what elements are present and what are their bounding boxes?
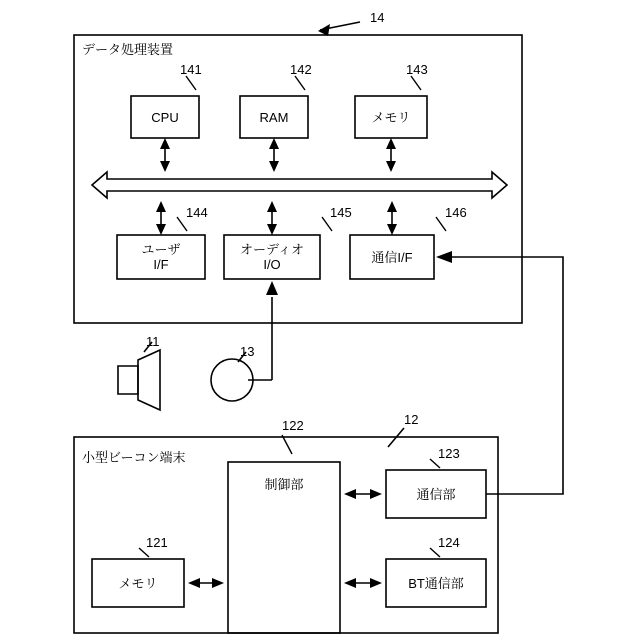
- memory-label: メモリ: [371, 109, 411, 125]
- microphone-icon: [211, 359, 253, 401]
- bt-comm-unit-label: BT通信部: [408, 575, 464, 591]
- user-if-label-line2: I/F: [153, 257, 169, 272]
- ram-label: RAM: [259, 109, 289, 125]
- data-processing-unit-title: データ処理装置: [82, 42, 174, 57]
- ref-142: 142: [290, 62, 312, 77]
- ref-124: 124: [438, 535, 460, 550]
- comm-unit-label: 通信部: [416, 486, 456, 502]
- comm-if-label: 通信I/F: [371, 249, 413, 265]
- beacon-memory-label: メモリ: [118, 575, 158, 591]
- ref-13: 13: [240, 344, 255, 359]
- control-unit-label: 制御部: [264, 476, 304, 492]
- cpu-label: CPU: [151, 109, 179, 125]
- ref-145: 145: [330, 205, 352, 220]
- speaker-cone: [138, 350, 160, 410]
- ref-11: 11: [146, 334, 160, 349]
- beacon-terminal-title: 小型ビーコン端末: [82, 450, 186, 465]
- ref-121: 121: [146, 535, 168, 550]
- system-bus: [92, 172, 507, 198]
- ref-141: 141: [180, 62, 202, 77]
- ref-122: 122: [282, 418, 304, 433]
- ref-12: 12: [404, 412, 419, 427]
- audio-io-label-line2: I/O: [263, 257, 281, 272]
- ref-14: 14: [370, 10, 385, 25]
- audio-io-label-line1: オーディオ: [240, 242, 304, 257]
- ref-144: 144: [186, 205, 208, 220]
- user-if-label: [117, 235, 205, 279]
- audio-io-label: [224, 235, 320, 279]
- ref-146: 146: [445, 205, 467, 220]
- ref-123: 123: [438, 446, 460, 461]
- speaker-body: [118, 366, 138, 394]
- user-if-label-line1: ユーザ: [141, 242, 181, 257]
- ref-143: 143: [406, 62, 428, 77]
